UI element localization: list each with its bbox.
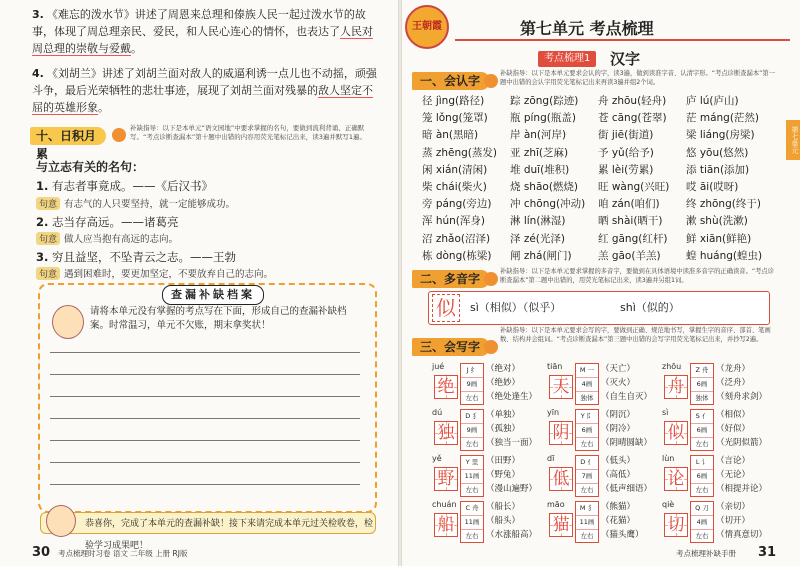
- lesson-summary-4: 4. 《刘胡兰》讲述了刘胡兰面对敌人的威逼利诱一点儿也不动摇，顽强斗争，最后光荣牺牲的悲壮事迹，展现了刘胡兰面对残暴的敌人坚定不屈的英雄形象。: [32, 67, 377, 114]
- char-info: 独体: [580, 394, 594, 402]
- char-word: （言论）: [716, 456, 751, 466]
- char-info-box: [690, 363, 714, 405]
- char-words: [486, 500, 537, 542]
- char-info: 左右: [465, 440, 479, 448]
- char-glyph: 独: [437, 423, 455, 443]
- char-info: [691, 502, 713, 516]
- char-glyph: 野: [437, 469, 455, 489]
- char-glyph: 论: [667, 469, 685, 489]
- char-pinyin: qiè: [662, 500, 675, 509]
- char-info-box: [690, 501, 714, 543]
- char-info: 左右: [580, 440, 594, 448]
- writing-line[interactable]: [50, 374, 360, 375]
- write-char-card: [660, 362, 776, 406]
- char-glyph: 绝: [437, 377, 455, 397]
- char-glyph: 舟: [667, 377, 685, 397]
- char-info-box: [460, 455, 484, 497]
- char-info: 左右: [695, 532, 709, 540]
- char-word: （相提并论）: [716, 484, 768, 494]
- char-word: （相似）: [716, 410, 751, 420]
- tutor-avatar-icon: [484, 74, 498, 88]
- char-info: [691, 364, 713, 378]
- char-word: （单独）: [486, 410, 521, 420]
- char-info: 左右: [580, 486, 594, 494]
- char-info: [691, 410, 713, 424]
- char-word: （水涨船高）: [486, 530, 538, 540]
- quote-2: 2. 志当存高远。——诸葛亮: [36, 215, 179, 229]
- char-word: （无论）: [716, 470, 751, 480]
- char-words: [716, 454, 767, 496]
- char-info: 11画: [461, 470, 483, 484]
- char-glyph: 切: [667, 515, 685, 535]
- char-info: [576, 364, 598, 378]
- char-word: （阴冷）: [601, 424, 636, 434]
- char-pinyin: lùn: [662, 454, 675, 463]
- polyphonic-reading-1: sì（相似）（似乎）: [470, 301, 562, 314]
- brand-logo: 王朝霞: [405, 5, 449, 49]
- char-radical: 刀: [702, 504, 709, 512]
- char-words: [601, 362, 652, 404]
- char-word: （绝处逢生）: [486, 392, 538, 402]
- recognize-char: 予 yǔ(给予): [598, 146, 654, 159]
- recognize-char: 岸 àn(河岸): [510, 129, 567, 142]
- writing-line[interactable]: [50, 396, 360, 397]
- char-word: （田野）: [486, 456, 521, 466]
- char-word: （刻舟求剑）: [716, 392, 768, 402]
- char-info: 7画: [576, 470, 598, 484]
- char-words: [486, 362, 537, 404]
- char-info: 左右: [695, 440, 709, 448]
- title-divider: [455, 39, 790, 41]
- char-info: [461, 456, 483, 470]
- footer-left: 考点梳理时习卷 语文 二年级 上册 RJ版: [58, 549, 188, 558]
- char-grid: [664, 421, 688, 445]
- section-write-chars: 三、会写字: [412, 338, 490, 356]
- page-number-left: 30: [32, 545, 51, 560]
- recognize-char: 累 lèi(劳累): [598, 163, 654, 176]
- recognize-char: 栋 dòng(栋梁): [422, 249, 492, 262]
- recognize-char: 街 jiē(街道): [598, 129, 654, 142]
- char-word: （孤独）: [486, 424, 521, 434]
- char-grid: [434, 375, 458, 399]
- char-words: [716, 500, 767, 542]
- char-info: 11画: [461, 516, 483, 530]
- recognize-char: 淋 lín(淋湿): [510, 215, 566, 228]
- quote-3: 3. 穷且益坚，不坠青云之志。——王勃: [36, 250, 237, 264]
- recognize-char: 舟 zhōu(轻舟): [598, 95, 667, 107]
- lesson-summary-3: 3. 《难忘的泼水节》讲述了周恩来总理和傣族人民一起过泼水节的故事，体现了周总理亲民、爱民，和人民心连心的情怀，也表达了人民对周总理的崇敬与爱戴。: [32, 8, 373, 55]
- char-word: （船头）: [486, 516, 521, 526]
- char-info: [576, 456, 598, 470]
- char-initial: L: [695, 458, 700, 466]
- char-initial: C: [465, 504, 470, 512]
- recognize-char: 亚 zhī(芝麻): [510, 146, 569, 159]
- char-info-box: [460, 501, 484, 543]
- char-word: （光阴似箭）: [716, 438, 768, 448]
- char-initial: D: [580, 458, 586, 466]
- char-initial: M: [579, 366, 586, 374]
- recognize-char: 笼 lǒng(笼罩): [422, 112, 488, 125]
- recognize-char: 羔 gāo(羊羔): [598, 249, 661, 262]
- char-pinyin: sì: [662, 408, 669, 417]
- char-word: （泛舟）: [716, 378, 751, 388]
- char-radical: 犭: [472, 412, 479, 420]
- recognize-char: 终 zhōng(终于): [686, 198, 761, 211]
- char-initial: M: [579, 504, 586, 512]
- char-info: 11画: [576, 516, 598, 530]
- polyphonic-char: 似: [432, 294, 460, 322]
- recognize-char: 柴 chái(柴火): [422, 181, 487, 193]
- char-initial: D: [465, 412, 471, 420]
- char-info: 左右: [465, 486, 479, 494]
- recognize-char: 瓶 píng(瓶盖): [510, 112, 576, 125]
- char-info: [461, 364, 483, 378]
- char-grid: [664, 513, 688, 537]
- char-grid: [434, 421, 458, 445]
- char-word: （切开）: [716, 516, 751, 526]
- char-info-box: [575, 409, 599, 451]
- sec1-tip: 补缺指导：以下是本单元要求会认的字，读3遍，做到读准字音、认清字形。“考点诊断查漏本”第一题中出错的会认字用荧光笔标记出来再读3遍并组2个词。: [500, 70, 775, 86]
- section-daily-accumulation: 十、日积月累: [30, 127, 106, 145]
- char-initial: Z: [695, 366, 700, 374]
- char-info: [576, 410, 598, 424]
- write-char-card: [430, 500, 546, 544]
- char-word: （阴沉）: [601, 410, 636, 420]
- char-radical: 讠: [701, 458, 709, 466]
- side-tab: 第七单元: [786, 120, 800, 160]
- writing-line[interactable]: [50, 352, 360, 353]
- char-pinyin: dī: [547, 454, 555, 463]
- sec3-tip: 补缺指导：以下是本单元要求会写的字，要做到正确、规范地书写，掌握生字的音序、部首、笔画数、结构并会组词。“考点诊断查漏本”第三题中出错的会写字用荧光笔标记出来，并抄写2遍。: [500, 327, 771, 343]
- char-glyph: 船: [437, 515, 455, 535]
- char-word: （熊猫）: [601, 502, 636, 512]
- char-radical: 犭: [587, 504, 595, 512]
- char-word: （好似）: [716, 424, 751, 434]
- cheer-cartoon-icon: [46, 505, 76, 537]
- char-pinyin: zhōu: [662, 362, 682, 371]
- recognize-char: 堆 duī(堆积): [510, 163, 570, 176]
- sec2-tip: 补缺指导：以下是本单元要求掌握的多音字，要做到在具体语境中读准多音字的正确读音。“考点诊断查漏本”第二题中出错的，用荧光笔标记出来，读3遍并另组1词。: [500, 268, 775, 284]
- char-pinyin: jué: [432, 362, 445, 371]
- recognize-char: 闲 xián(清闲): [422, 163, 488, 176]
- char-radical: 一: [587, 366, 595, 374]
- char-info-box: [460, 409, 484, 451]
- section-recognize-chars: 一、会认字: [412, 72, 490, 90]
- quote-3-meaning: 句意 遇到困难时，要更加坚定，不要放弃自己的志向。: [36, 266, 273, 280]
- char-info: 9画: [461, 378, 483, 392]
- char-grid: [549, 375, 573, 399]
- recognize-char: 梁 liáng(房梁): [686, 129, 755, 142]
- char-radical: 舟: [472, 504, 479, 512]
- char-info: 左右: [465, 532, 479, 540]
- char-glyph: 阴: [552, 423, 570, 443]
- char-grid: [664, 467, 688, 491]
- char-word: （漫山遍野）: [486, 484, 538, 494]
- topic-tag: 考点梳理1: [538, 51, 596, 67]
- char-initial: Y: [580, 412, 585, 420]
- write-char-card: [660, 408, 776, 452]
- writing-line[interactable]: [50, 484, 360, 485]
- char-glyph: 天: [552, 377, 570, 397]
- char-pinyin: māo: [547, 500, 565, 509]
- char-glyph: 猫: [552, 515, 570, 535]
- section-tip: 补缺指导：以下是本单元“语文园地”中要求掌握的名句，要做到流利背诵、正确默写。“考点诊断查漏本”第十题中出错的内容用荧光笔标记出来，读3遍并默写1遍。: [130, 124, 367, 141]
- recognize-char: 闸 zhá(闸门): [510, 249, 572, 262]
- char-radical: 亻: [587, 458, 594, 466]
- char-words: [601, 500, 644, 542]
- char-word: （天亡）: [601, 364, 636, 374]
- char-word: （绝对）: [486, 364, 521, 374]
- recognize-char: 蒸 zhēng(蒸发): [422, 146, 497, 159]
- write-char-card: [545, 454, 661, 498]
- char-info-box: [575, 455, 599, 497]
- char-grid: [434, 513, 458, 537]
- congrats-banner: 恭喜你，完成了本单元的查漏补缺！接下来请完成本单元过关检收卷，检验学习成果吧！: [40, 512, 376, 534]
- recognize-char: 苍 cāng(苍翠): [598, 112, 667, 125]
- quote-1: 1. 有志者事竟成。——《后汉书》: [36, 179, 214, 193]
- char-radical: 里: [471, 458, 479, 466]
- char-word: （花猫）: [601, 516, 636, 526]
- char-info-box: [690, 455, 714, 497]
- write-char-card: [430, 454, 546, 498]
- recognize-char: 晒 shài(晒干): [598, 215, 663, 228]
- write-char-card: [545, 408, 661, 452]
- char-info-box: [460, 363, 484, 405]
- record-description: 请将本单元没有掌握的考点写在下面，形成自己的查漏补缺档案。时常温习，单元不欠账，期末拿奖状！: [90, 306, 347, 331]
- recognize-char: 烧 shāo(燃烧): [510, 181, 579, 193]
- char-radical: 亻: [701, 412, 709, 420]
- recognize-char: 旺 wàng(兴旺): [598, 181, 670, 193]
- recognize-char: 沼 zhǎo(沼泽): [422, 232, 491, 245]
- polyphonic-reading-2: shì（似的）: [620, 301, 680, 314]
- char-word: （猫头鹰）: [601, 530, 644, 540]
- recognize-char: 泽 zé(光泽): [510, 232, 566, 245]
- char-grid: [549, 421, 573, 445]
- char-word: （野兔）: [486, 470, 521, 480]
- char-info: 左右: [465, 394, 479, 402]
- recognize-char: 添 tiān(添加): [686, 163, 750, 176]
- char-words: [716, 362, 767, 404]
- char-pinyin: tiān: [547, 362, 563, 371]
- char-info: 4画: [691, 516, 713, 530]
- char-info-box: [575, 501, 599, 543]
- writing-line[interactable]: [50, 418, 360, 419]
- section-polyphonic: 二、多音字: [412, 270, 490, 288]
- char-word: （亲切）: [716, 502, 751, 512]
- char-info: 左右: [580, 532, 594, 540]
- char-word: （独当一面）: [486, 438, 538, 448]
- write-char-card: [545, 500, 661, 544]
- char-word: （龙舟）: [716, 364, 751, 374]
- char-pinyin: yě: [432, 454, 442, 463]
- recognize-char: 踪 zōng(踪迹): [510, 95, 579, 107]
- char-word: （船长）: [486, 502, 521, 512]
- recognize-char: 旁 páng(旁边): [422, 198, 492, 211]
- char-info: 6画: [691, 424, 713, 438]
- char-pinyin: chuán: [432, 500, 457, 509]
- char-grid: [664, 375, 688, 399]
- char-word: （低声细语）: [601, 484, 653, 494]
- recognize-char: 咱 zán(咱们): [598, 198, 660, 211]
- writing-line[interactable]: [50, 440, 360, 441]
- char-radical: 阝: [586, 412, 594, 420]
- recognize-char: 哎 āi(哎呀): [686, 181, 739, 193]
- char-info: 6画: [691, 470, 713, 484]
- char-words: [486, 454, 537, 496]
- recognize-char: 径 jìng(路径): [422, 95, 485, 107]
- char-glyph: 低: [552, 469, 570, 489]
- recognize-char: 庐 lú(庐山): [686, 95, 739, 107]
- footer-right: 考点梳理补缺手册: [676, 549, 736, 558]
- char-words: [716, 408, 767, 450]
- char-grid: [549, 467, 573, 491]
- recognize-char: 红 gāng(红杆): [598, 232, 668, 245]
- recognize-char: 鲜 xiān(鲜艳): [686, 232, 752, 245]
- write-char-card: [430, 408, 546, 452]
- page-number-right: 31: [758, 545, 777, 560]
- char-info: 独体: [695, 394, 709, 402]
- char-info: 4画: [576, 378, 598, 392]
- student-cartoon-icon: [52, 305, 84, 339]
- unit-title: 第七单元 考点梳理: [520, 19, 654, 38]
- char-initial: S: [695, 412, 700, 420]
- char-radical: 纟: [470, 366, 478, 374]
- quote-1-meaning: 句意 有志气的人只要坚持，就一定能够成功。: [36, 196, 235, 210]
- char-words: [601, 454, 652, 496]
- char-word: （阴晴圆缺）: [601, 438, 653, 448]
- tutor-avatar-icon: [484, 272, 498, 286]
- char-words: [601, 408, 652, 450]
- recognize-char: 冲 chōng(冲动): [510, 198, 586, 211]
- recognize-char: 漱 shù(洗漱): [686, 215, 748, 228]
- char-info-box: [690, 409, 714, 451]
- char-radical: 舟: [702, 366, 709, 374]
- char-grid: [434, 467, 458, 491]
- char-info: 6画: [576, 424, 598, 438]
- char-info: [576, 502, 598, 516]
- write-char-card: [545, 362, 661, 406]
- recognize-char: 暗 àn(黑暗): [422, 129, 479, 142]
- quote-2-meaning: 句意 做人应当抱有高远的志向。: [36, 231, 178, 245]
- recognize-char: 茫 máng(茫然): [686, 112, 760, 125]
- recognize-char: 浑 hún(浑身): [422, 215, 485, 228]
- char-word: （低头）: [601, 456, 636, 466]
- char-info: [691, 456, 713, 470]
- tutor-avatar-icon: [112, 128, 126, 142]
- tutor-avatar-icon: [484, 340, 498, 354]
- char-pinyin: dú: [432, 408, 443, 417]
- writing-line[interactable]: [50, 462, 360, 463]
- char-glyph: 似: [667, 423, 685, 443]
- char-info: [461, 410, 483, 424]
- char-info: 6画: [691, 378, 713, 392]
- write-char-card: [660, 500, 776, 544]
- char-info-box: [575, 363, 599, 405]
- record-title: 查漏补缺档案: [162, 285, 264, 305]
- recognize-char: 悠 yōu(悠然): [686, 146, 749, 159]
- char-grid: [549, 513, 573, 537]
- char-initial: Q: [695, 504, 701, 512]
- char-word: （自生自灭）: [601, 392, 653, 402]
- char-info: 9画: [461, 424, 483, 438]
- recognize-char: 蝗 huáng(蝗虫): [686, 249, 763, 262]
- char-pinyin: yīn: [547, 408, 560, 417]
- sub-title: 与立志有关的名句：: [36, 160, 145, 174]
- char-word: （绝妙）: [486, 378, 521, 388]
- char-initial: J: [466, 366, 469, 374]
- topic-title: 汉字: [610, 50, 641, 68]
- char-word: （高低）: [601, 470, 636, 480]
- write-char-card: [430, 362, 546, 406]
- char-word: （灭火）: [601, 378, 636, 388]
- char-initial: Y: [465, 458, 470, 466]
- char-info: 左右: [695, 486, 709, 494]
- char-words: [486, 408, 537, 450]
- char-word: （情真意切）: [716, 530, 768, 540]
- char-info: [461, 502, 483, 516]
- write-char-card: [660, 454, 776, 498]
